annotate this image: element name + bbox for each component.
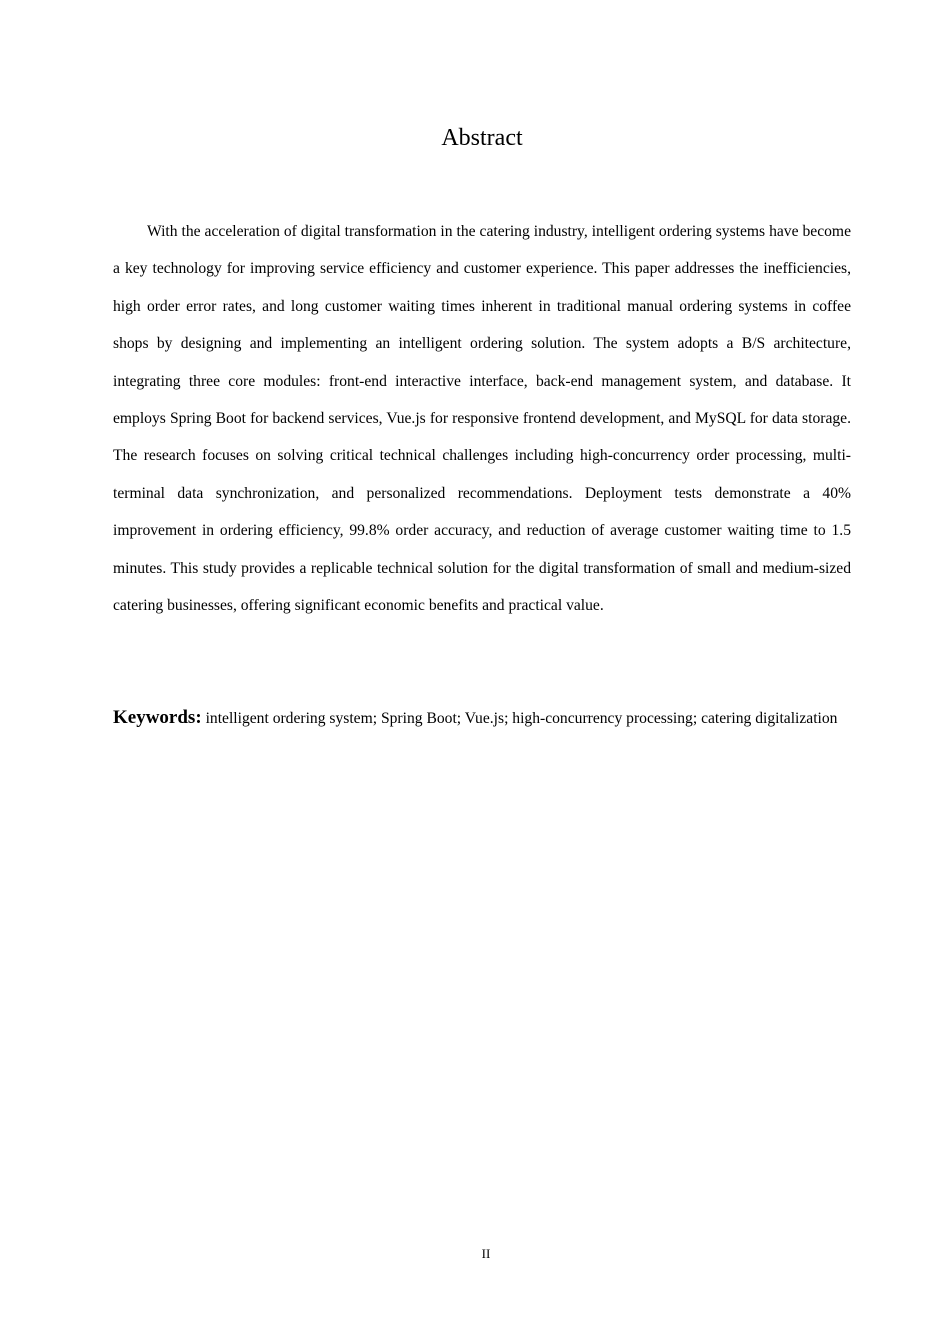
keywords-label: Keywords: [113, 707, 202, 728]
page-number: II [481, 1246, 491, 1261]
abstract-paragraph: With the acceleration of digital transformation in the catering industry, intelligent ordering systems have become a key technology for improving service efficiency and customer experience. This paper addresses the inefficiencies, high order error rates, and long customer waiting times inherent in traditional manual ordering systems in coffee shops by designing and implementing an intelligent ordering solution. The system adopts a B/S architecture, integrating three core modules: front-end interactive interface, back-end management system, and database. It employs Spring Boot for backend services, Vue.js for responsive frontend development, and MySQL for data storage. The research focuses on solving critical technical challenges including high-concurrency order processing, multi-terminal data synchronization, and personalized recommendations. Deployment tests demonstrate a 40% improvement in ordering efficiency, 99.8% order accuracy, and reduction of average customer waiting time to 1.5 minutes. This study provides a replicable technical solution for the digital transformation of small and medium-sized catering businesses, offering significant economic benefits and practical value. [113, 223, 851, 615]
keywords-list: intelligent ordering system; Spring Boot; Vue.js; high-concurrency processing; catering digitalization [205, 710, 838, 727]
page-title: Abstract [441, 125, 523, 151]
keywords-section [113, 699, 851, 737]
